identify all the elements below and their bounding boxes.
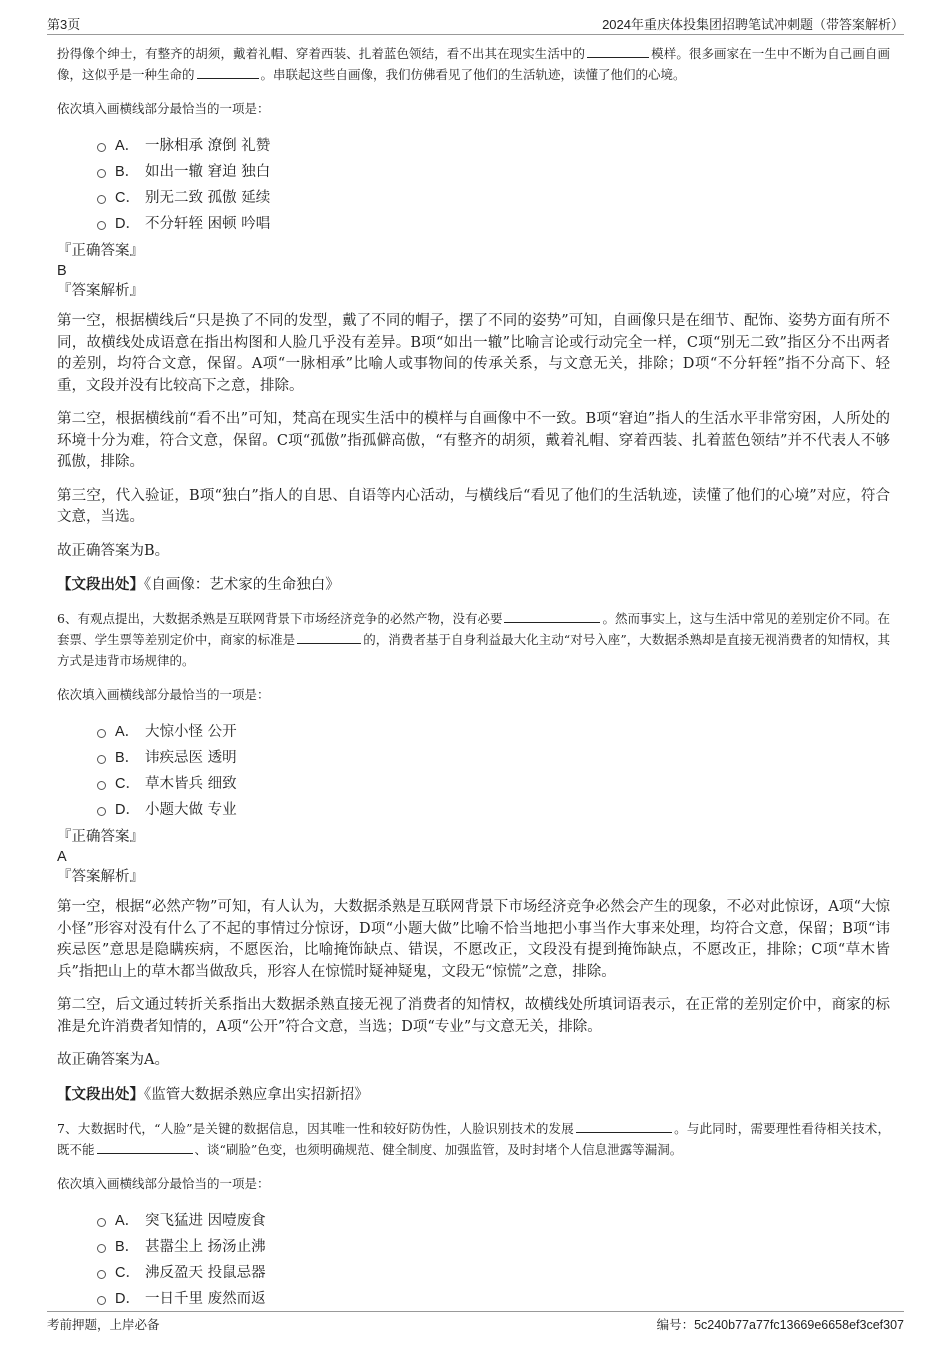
document-id: 编号：5c240b77a77fc13669e6658ef3cef307 (656, 1318, 904, 1332)
fill-blank (576, 1118, 672, 1133)
analysis-paragraph: 第二空，后文通过转折关系指出大数据杀熟直接无视了消费者的知情权，故横线处所填词语表示，在正常的差别定价中，商家的标准是允许消费者知情的，A项“公开”符合文意，当选；D项“专业”与文意无关，排除。 (57, 997, 890, 1035)
fill-blank (587, 43, 649, 58)
page-content (57, 43, 890, 1312)
radio-icon[interactable] (97, 1244, 106, 1253)
source-line: 【文段出处】《监管大数据杀熟应拿出实招新招》 (57, 1085, 369, 1103)
footer-slogan: 考前押题，上岸必备 (47, 1318, 160, 1332)
analysis-paragraph: 第三空，代入验证，B项“独白”指人的自思、自语等内心活动，与横线后“看见了他们的生活轨迹，读懂了他们的心境”对应，符合文意，当选。 (57, 487, 890, 525)
option-c[interactable]: C． 别无二致 孤傲 延续 (97, 185, 890, 211)
answer-label: 『正确答案』 (57, 829, 144, 845)
fill-blank (297, 629, 361, 644)
analysis-paragraph: 第一空，根据“必然产物”可知，有人认为，大数据杀熟是互联网背景下市场经济竞争必然会产生的现象，不必对此惊讶，A项“大惊小怪”形容对没有什么了不起的事情过分惊讶，D项“小题大做”比喻不恰当地把小事当作大事来处理，均符合文意，保留；B项“讳疾忌医”意思是隐瞒疾病，不愿医治，比喻掩饰缺点、错误，不愿改正，文段没有提到掩饰缺点，不愿改正，排除；C项“草木皆兵”指把山上的草木都当做敌兵，形容人在惊慌时疑神疑鬼，文段无“惊慌”之意，排除。 (57, 899, 890, 980)
option-a[interactable]: A． 突飞猛进 因噎废食 (97, 1208, 890, 1234)
question-5-text: 扮得像个绅士，有整齐的胡须，戴着礼帽、穿着西装、扎着蓝色领结，看不出其在现实生活中的 模样。很多画家在一生中不断为自己画自画像，这似乎是一种生命的 。串联起这些自画像，我们仿佛看见了他们的生活轨迹，读懂了他们的心境。 (57, 43, 890, 85)
fill-blank (197, 64, 259, 79)
analysis-conclusion: 故正确答案为B。 (57, 542, 170, 559)
page-number: 第3页 (47, 17, 81, 32)
radio-icon[interactable] (97, 1270, 106, 1279)
option-d[interactable]: D． 不分轩轾 困顿 吟唱 (97, 211, 890, 237)
option-b[interactable]: B． 如出一辙 窘迫 独白 (97, 159, 890, 185)
answer-label: 『正确答案』 (57, 243, 144, 259)
radio-icon[interactable] (97, 169, 106, 178)
answer-value: A (57, 849, 67, 865)
fill-blank (504, 608, 600, 623)
analysis-paragraph: 第一空，根据横线后“只是换了不同的发型，戴了不同的帽子，摆了不同的姿势”可知，自画像只是在细节、配饰、姿势方面有所不同，故横线处成语意在指出构图和人脸几乎没有差异。B项“如出一辙”比喻言论或行动完全一样，C项“别无二致”指区分不出两者的差别，均符合文意，保留。A项“一脉相承”比喻人或事物间的传承关系，与文意无关，排除；D项“不分轩轾”指不分高下、轻重，文段并没有比较高下之意，排除。 (57, 313, 890, 394)
source-line: 【文段出处】《自画像：艺术家的生命独白》 (57, 576, 340, 593)
options-list (97, 719, 890, 823)
options-list (97, 1208, 890, 1312)
option-c[interactable]: C． 草木皆兵 细致 (97, 771, 890, 797)
option-a[interactable]: A． 大惊小怪 公开 (97, 719, 890, 745)
option-c[interactable]: C． 沸反盈天 投鼠忌器 (97, 1260, 890, 1286)
document-title: 2024年重庆体投集团招聘笔试冲刺题（带答案解析） (602, 17, 904, 32)
option-a[interactable]: A． 一脉相承 潦倒 礼赞 (97, 133, 890, 159)
question-6-text: 6、有观点提出，大数据杀熟是互联网背景下市场经济竞争的必然产物，没有必要 。然而事实上，这与生活中常见的差别定价不同。在套票、学生票等差别定价中，商家的标准是 的，消费者基于自身利益最大化主动“对号入座”，大数据杀熟却是直接无视消费者的知情权，其方式是违背市场规律的。 (57, 608, 890, 671)
question-7-text: 7、大数据时代，“人脸”是关键的数据信息，因其唯一性和较好防伪性，人脸识别技术的发展 。与此同时，需要理性看待相关技术，既不能 、谈“刷脸”色变，也须明确规范、健全制度、加强监管，及时封堵个人信息泄露等漏洞。 (57, 1118, 890, 1160)
radio-icon[interactable] (97, 1296, 106, 1305)
question-prompt: 依次填入画横线部分最恰当的一项是： (57, 1175, 270, 1191)
analysis-label: 『答案解析』 (57, 283, 144, 299)
page-header (47, 12, 904, 35)
radio-icon[interactable] (97, 195, 106, 204)
option-b[interactable]: B． 甚嚣尘上 扬汤止沸 (97, 1234, 890, 1260)
option-d[interactable]: D． 一日千里 废然而返 (97, 1286, 890, 1312)
answer-value: B (57, 263, 67, 279)
radio-icon[interactable] (97, 729, 106, 738)
page-footer (47, 1311, 904, 1338)
question-prompt: 依次填入画横线部分最恰当的一项是： (57, 101, 270, 116)
radio-icon[interactable] (97, 221, 106, 230)
analysis-conclusion: 故正确答案为A。 (57, 1052, 169, 1068)
analysis-paragraph: 第二空，根据横线前“看不出”可知，梵高在现实生活中的模样与自画像中不一致。B项“窘迫”指人的生活水平非常穷困，人所处的环境十分为难，符合文意，保留。C项“孤傲”指孤僻高傲，“有整齐的胡须，戴着礼帽、穿着西装、扎着蓝色领结”并不代表人不够孤傲，排除。 (57, 411, 890, 470)
option-b[interactable]: B． 讳疾忌医 透明 (97, 745, 890, 771)
options-list (97, 133, 890, 237)
radio-icon[interactable] (97, 143, 106, 152)
fill-blank (97, 1139, 193, 1154)
question-prompt: 依次填入画横线部分最恰当的一项是： (57, 687, 270, 702)
analysis-label: 『答案解析』 (57, 869, 144, 885)
radio-icon[interactable] (97, 807, 106, 816)
radio-icon[interactable] (97, 781, 106, 790)
radio-icon[interactable] (97, 1218, 106, 1227)
radio-icon[interactable] (97, 755, 106, 764)
option-d[interactable]: D． 小题大做 专业 (97, 797, 890, 823)
